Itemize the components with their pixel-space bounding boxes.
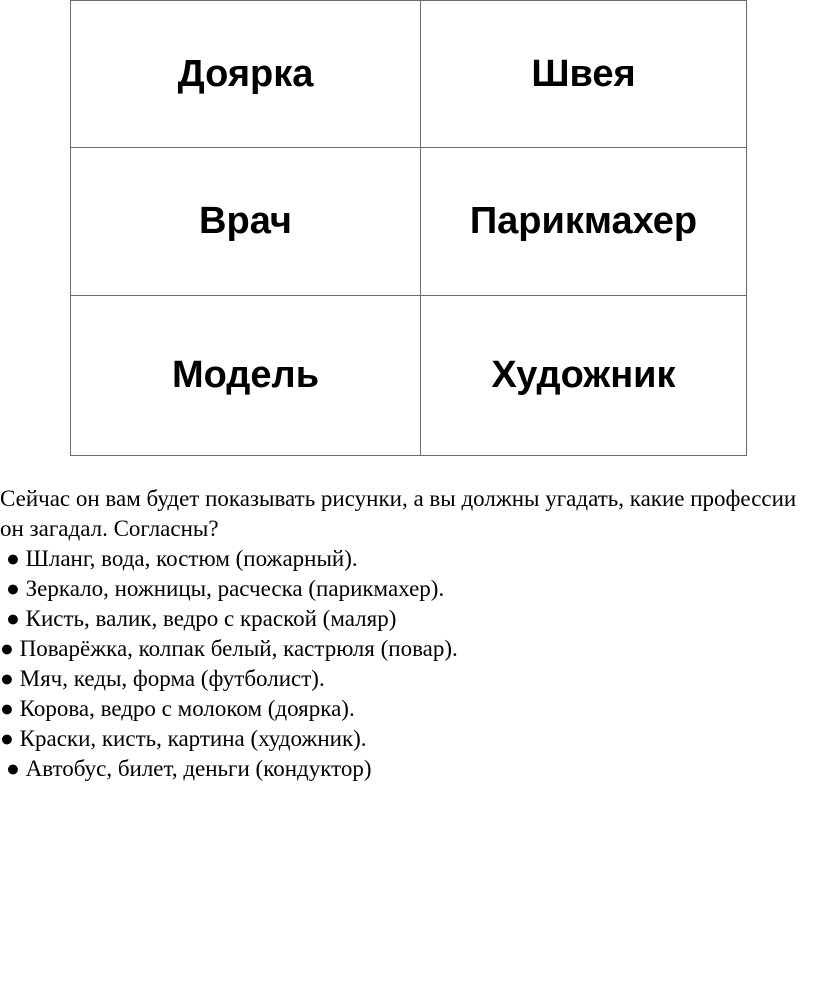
list-item: ● Кисть, валик, ведро с краской (маляр) (6, 606, 397, 631)
table-cell: Модель (71, 296, 421, 456)
list-item: ● Поварёжка, колпак белый, кастрюля (повар). (0, 636, 458, 661)
table-row (71, 1, 747, 148)
list-item: ● Шланг, вода, костюм (пожарный). (6, 546, 358, 571)
list-item: ● Мяч, кеды, форма (футболист). (0, 666, 325, 691)
table-cell: Швея (421, 1, 747, 148)
list-item: ● Зеркало, ножницы, расческа (парикмахер). (6, 576, 445, 601)
table-cell: Врач (71, 148, 421, 296)
clues-list (0, 544, 812, 784)
table-cell: Доярка (71, 1, 421, 148)
professions-table (70, 0, 747, 456)
table-cell: Художник (421, 296, 747, 456)
table-row (71, 296, 747, 456)
table-row (71, 148, 747, 296)
list-item: ● Автобус, билет, деньги (кондуктор) (6, 756, 372, 781)
list-item: ● Корова, ведро с молоком (доярка). (0, 696, 355, 721)
text-block (0, 484, 812, 784)
table-cell: Парикмахер (421, 148, 747, 296)
intro-paragraph: Сейчас он вам будет показывать рисунки, а вы должны угадать, какие профессии он загадал. Согласны? (0, 486, 797, 541)
list-item: ● Краски, кисть, картина (художник). (0, 726, 367, 751)
